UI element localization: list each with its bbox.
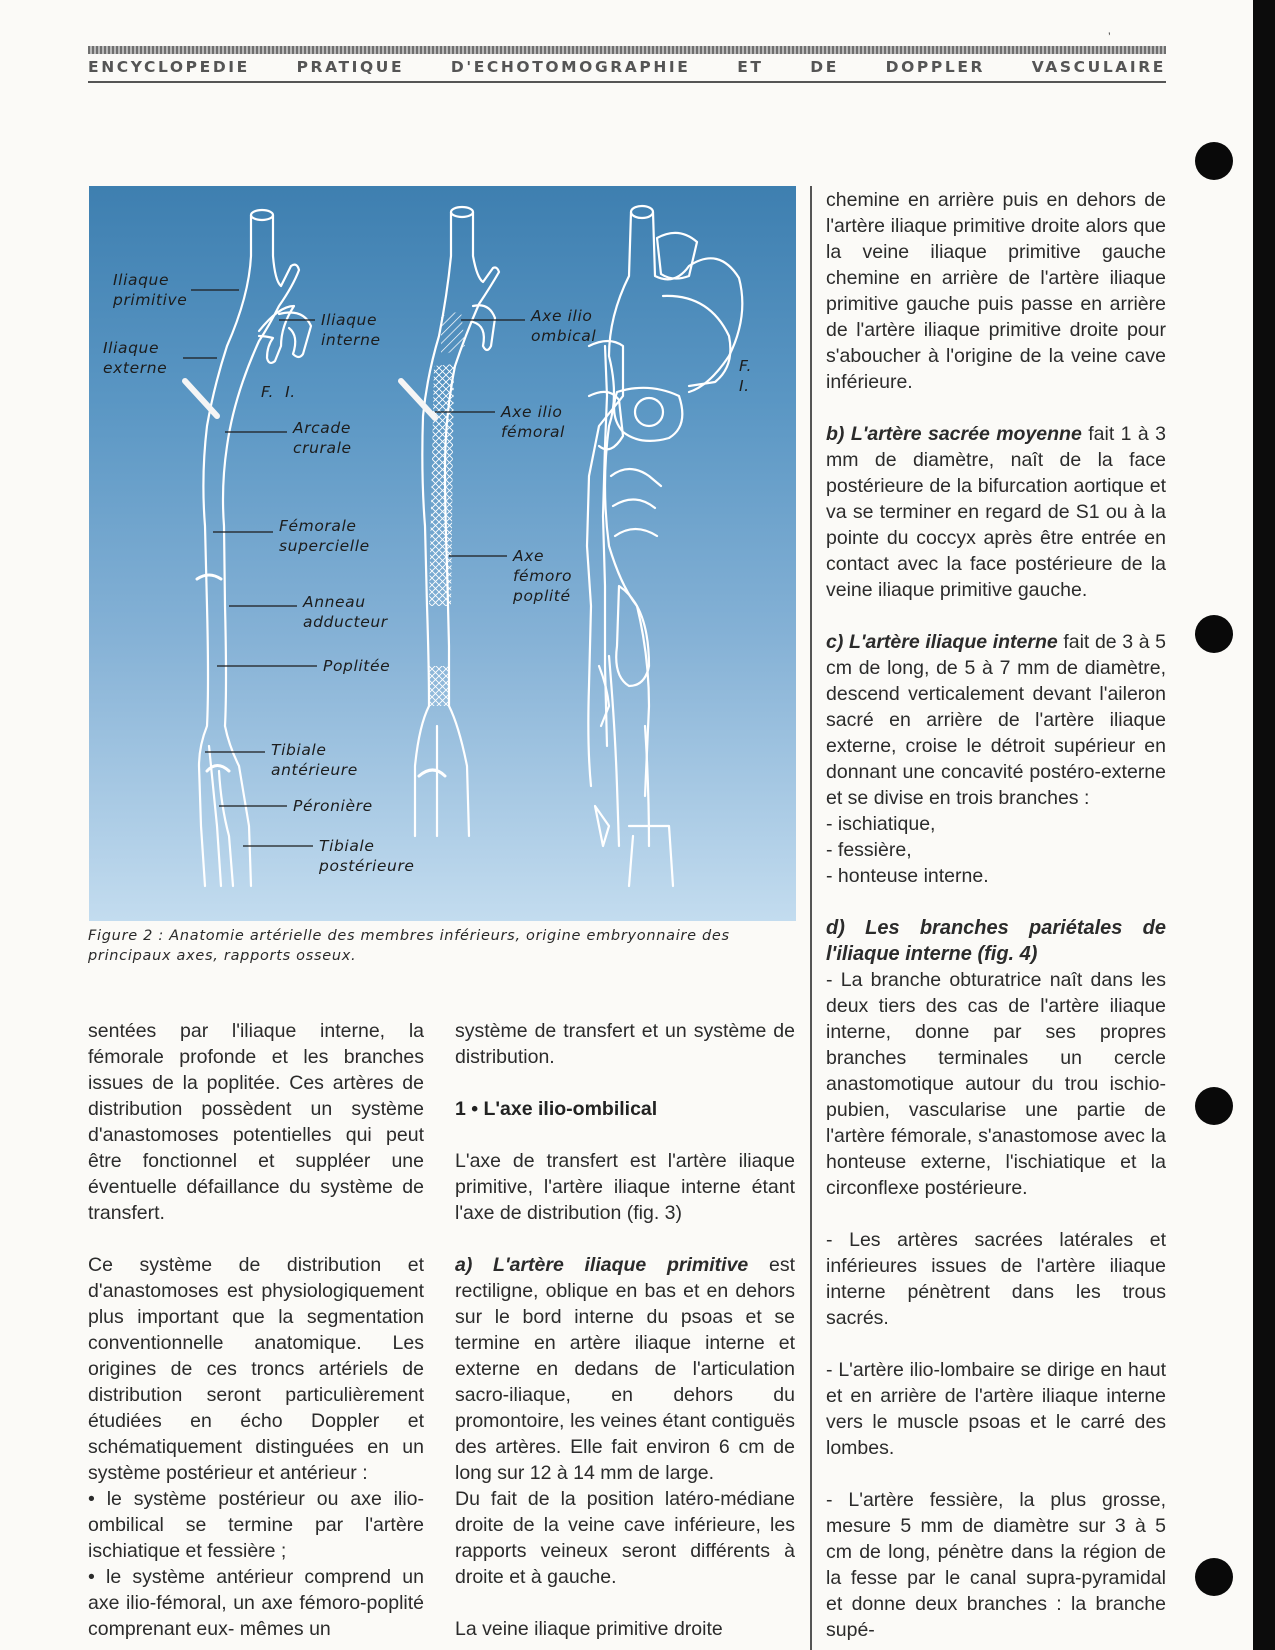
bullet-item: • le système postérieur ou axe ilio-ombilical se termine par l'artère ischiatique et fessière ; <box>88 1488 424 1562</box>
subsection-heading: d) Les branches pariétales de l'iliaque interne (fig. 4) <box>826 917 1166 965</box>
paragraph: L'axe de transfert est l'artère iliaque primitive, l'artère iliaque interne étant l'axe de distribution (fig. 3) <box>455 1150 795 1224</box>
paragraph: sentées par l'iliaque interne, la fémorale profonde et les branches issues de la poplitée. Ces artères de distribution possèdent un système d'anastomoses potentielles qui peut être fonctionnel et suppléer une éventuelle défaillance du système de transfert. <box>88 1020 424 1224</box>
paragraph: chemine en arrière puis en dehors de l'artère iliaque primitive droite alors que la veine iliaque primitive gauche chemine en arrière de l'artère iliaque primitive gauche puis passe en arrière de l'artère iliaque primitive droite pour s'aboucher à l'origine de la veine cave inférieure. <box>826 189 1166 393</box>
paragraph <box>826 629 1166 811</box>
punch-hole <box>1195 1087 1233 1125</box>
list-item: - fessière, <box>826 839 912 861</box>
paragraph-body: est rectiligne, oblique en bas et en dehors sur le bord interne du psoas et se termine en artère iliaque interne et externe en dedans de l'articulation sacro-iliaque, en dehors du promontoire, les veines étant contiguës des artères. Elle fait environ 6 cm de long sur 12 à 14 mm de large. <box>455 1254 796 1484</box>
anatomy-figure <box>89 186 796 921</box>
punch-hole <box>1195 142 1233 180</box>
paragraph-lead: a) L'artère iliaque primitive <box>455 1254 749 1276</box>
header-mark: ’ <box>1108 30 1111 44</box>
paragraph <box>826 421 1166 603</box>
column-middle <box>455 1018 795 1642</box>
label-femorale-superficielle: Fémorale supercielle <box>279 517 370 555</box>
paragraph: système de transfert et un système de distribution. <box>455 1020 795 1068</box>
paragraph: - La branche obturatrice naît dans les deux tiers des cas de l'artère iliaque interne, donne par ses propres branches terminales un cercle anastomotique autour du trou ischio-pubien, vascularise une partie de l'artère fémorale, s'anastomose avec la honteuse externe, l'ischiatique et la circonflexe postérieure. <box>826 969 1166 1199</box>
punch-hole <box>1195 1558 1233 1596</box>
label-axe-ilio-femoral: Axe ilio fémoral <box>501 403 565 441</box>
column-rule <box>810 186 812 1650</box>
header-bar <box>88 46 1166 54</box>
paragraph: La veine iliaque primitive droite <box>455 1618 723 1640</box>
label-iliaque-primitive: Iliaque primitive <box>113 271 188 309</box>
label-anneau-adducteur: Anneau adducteur <box>303 593 388 631</box>
section-heading: 1 • L'axe ilio-ombilical <box>455 1098 658 1120</box>
label-tibiale-anterieure: Tibiale antérieure <box>271 741 358 779</box>
paragraph: - L'artère fessière, la plus grosse, mesure 5 mm de diamètre sur 3 à 5 cm de long, pénètre dans la région de la fesse par le canal supra-pyramidal et donne deux branches : la branche supé- <box>826 1489 1166 1641</box>
label-peroniere: Péronière <box>293 797 373 815</box>
paragraph: - Les artères sacrées latérales et inférieures issues de l'artère iliaque interne pénètrent dans les trous sacrés. <box>826 1229 1166 1329</box>
paragraph-lead: b) L'artère sacrée moyenne <box>826 423 1082 445</box>
paragraph: Du fait de la position latéro-médiane droite de la veine cave inférieure, les rapports veineux seront différents à droite et à gauche. <box>455 1488 795 1588</box>
label-fi-left: F. I. <box>261 383 296 401</box>
paragraph-body: fait 1 à 3 mm de diamètre, naît de la face postérieure de la bifurcation aortique et va se terminer en regard de S1 ou à la pointe du coccyx après être entrée en contact avec la face postérieure de la veine iliaque primitive gauche. <box>826 423 1166 601</box>
label-tibiale-posterieure: Tibiale postérieure <box>319 837 415 875</box>
label-fi-right: F. I. <box>739 357 753 395</box>
label-poplitee: Poplitée <box>323 657 391 675</box>
label-axe-ilio-ombilical: Axe ilio ombical <box>531 307 597 345</box>
punch-hole <box>1195 615 1233 653</box>
label-axe-femoro-poplite: Axe fémoro poplité <box>513 547 573 605</box>
paragraph-body: fait de 3 à 5 cm de long, de 5 à 7 mm de diamètre, descend verticalement devant l'aileron sacré en arrière de l'artère iliaque externe, croise le détroit supérieur en donnant une concavité postéro-externe et se divise en trois branches : <box>826 631 1167 809</box>
label-iliaque-externe: Iliaque externe <box>103 339 168 377</box>
paragraph <box>455 1252 795 1486</box>
list-item: - honteuse interne. <box>826 865 989 887</box>
leader-lines <box>89 186 796 921</box>
page-edge <box>1253 0 1275 1650</box>
header-rule <box>88 81 1166 83</box>
figure-caption: Figure 2 : Anatomie artérielle des membres inférieurs, origine embryonnaire des principaux axes, rapports osseux. <box>88 928 730 964</box>
bullet-item: • le système antérieur comprend un axe ilio-fémoral, un axe fémoro-poplité comprenant eux- mêmes un <box>88 1566 424 1640</box>
label-arcade-crurale: Arcade crurale <box>293 419 352 457</box>
running-header: ENCYCLOPEDIE PRATIQUE D'ECHOTOMOGRAPHIE ET DE DOPPLER VASCULAIRE <box>88 58 1166 76</box>
paragraph-lead: c) L'artère iliaque interne <box>826 631 1058 653</box>
paragraph: - L'artère ilio-lombaire se dirige en haut et en arrière de l'artère iliaque interne vers le muscle psoas et le carré des lombes. <box>826 1359 1166 1459</box>
column-right <box>826 187 1166 1643</box>
label-iliaque-interne: Iliaque interne <box>321 311 381 349</box>
column-left <box>88 1018 424 1642</box>
paragraph: Ce système de distribution et d'anastomoses est physiologiquement plus important que la segmentation conventionnelle anatomique. Les origines de ces troncs artériels de distribution seront particulièrement étudiées en écho Doppler et schématiquement distinguées en un système postérieur et antérieur : <box>88 1254 424 1484</box>
list-item: - ischiatique, <box>826 813 936 835</box>
